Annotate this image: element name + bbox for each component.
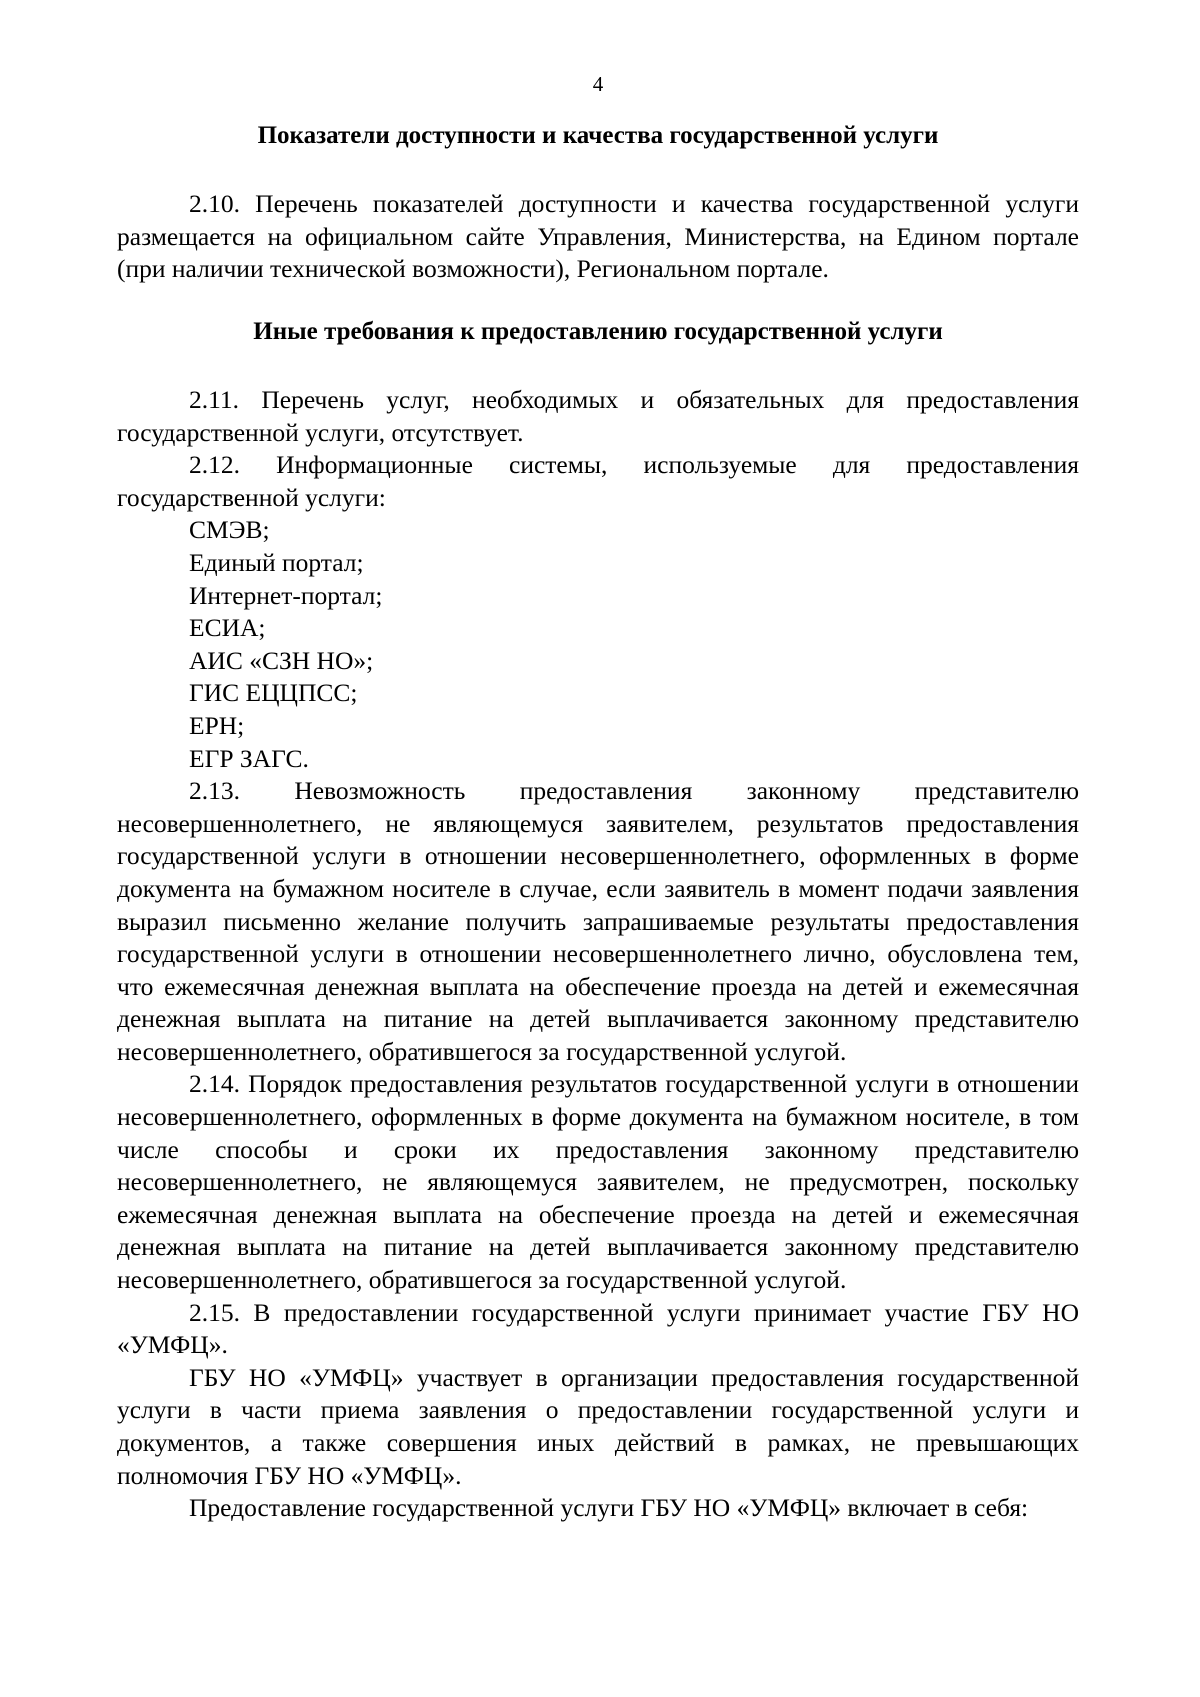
paragraph-2-14: 2.14. Порядок предоставления результатов государственной услуги в отношении несовершеннолетнего, оформленных в форме документа на бумажном носителе, в том числе способы и сроки их предоставления законному представителю несовершеннолетнего, не являющемуся заявителем, не предусмотрен, поскольку ежемесячная денежная выплата на обеспечение проезда на детей и ежемесячная денежная выплата на питание на детей выплачивается законному представителю несовершеннолетнего, обратившегося за государственной услугой. bbox=[117, 1069, 1079, 1295]
paragraph-2-12: 2.12. Информационные системы, используемые для предоставления государственной услуги: bbox=[117, 450, 1079, 512]
section-body-availability bbox=[117, 188, 1079, 286]
page-number: 4 bbox=[592, 72, 604, 96]
paragraph-umfc-role: ГБУ НО «УМФЦ» участвует в организации предоставления государственной услуги в части приема заявления о предоставлении государственной услуги и документов, а также совершения иных действий в рамках, не превышающих полномочия ГБУ НО «УМФЦ». bbox=[117, 1362, 1079, 1490]
list-item-system: СМЭВ; bbox=[189, 515, 270, 545]
paragraph-2-11: 2.11. Перечень услуг, необходимых и обязательных для предоставления государственной услуги, отсутствует. bbox=[117, 385, 1079, 447]
section-heading-availability: Показатели доступности и качества государственной услуги bbox=[257, 122, 939, 149]
list-item-system: ЕСИА; bbox=[189, 613, 266, 643]
paragraph-2-10: 2.10. Перечень показателей доступности и качества государственной услуги размещается на официальном сайте Управления, Министерства, на Едином портале (при наличии технической возможности), Региональном портале. bbox=[117, 189, 1079, 284]
section-body-other-requirements bbox=[117, 384, 1079, 1525]
list-item-system: Единый портал; bbox=[189, 547, 364, 577]
paragraph-umfc-includes: Предоставление государственной услуги ГБУ НО «УМФЦ» включает в себя: bbox=[189, 1493, 1029, 1523]
list-item-system: ГИС ЕЦЦПСС; bbox=[189, 678, 358, 708]
list-item-system: Интернет-портал; bbox=[189, 580, 383, 610]
section-heading-other-requirements: Иные требования к предоставлению государственной услуги bbox=[253, 318, 943, 345]
paragraph-2-15: 2.15. В предоставлении государственной услуги принимает участие ГБУ НО «УМФЦ». bbox=[117, 1297, 1079, 1360]
list-item-system: ЕРН; bbox=[189, 710, 245, 740]
list-item-system: АИС «СЗН НО»; bbox=[189, 645, 374, 675]
paragraph-2-13: 2.13. Невозможность предоставления законному представителю несовершеннолетнего, не являющемуся заявителем, результатов предоставления государственной услуги в отношении несовершеннолетнего, оформленных в форме документа на бумажном носителе в случае, если заявитель в момент подачи заявления выразил письменно желание получить запрашиваемые результаты предоставления государственной услуги в отношении несовершеннолетнего лично, обусловлена тем, что ежемесячная денежная выплата на обеспечение проезда на детей и ежемесячная денежная выплата на питание на детей выплачивается законному представителю несовершеннолетнего, обратившегося за государственной услугой. bbox=[117, 776, 1079, 1066]
list-item-system: ЕГР ЗАГС. bbox=[189, 743, 309, 773]
